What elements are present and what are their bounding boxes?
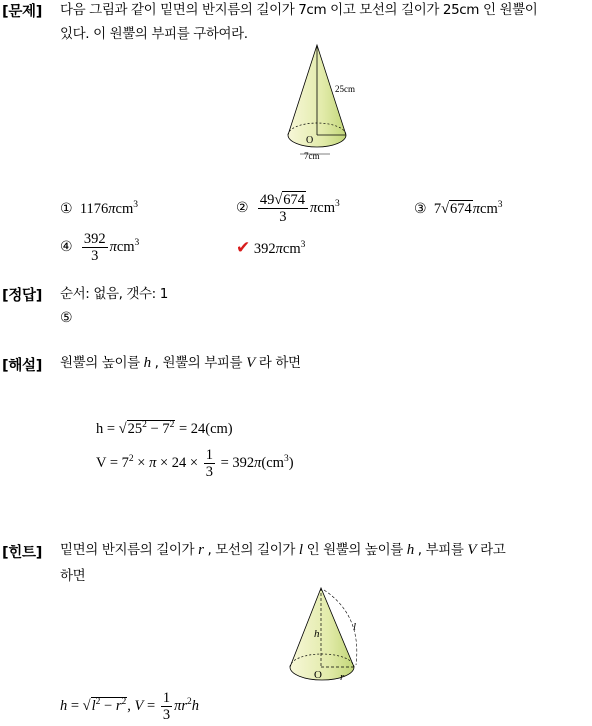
answer-line1: 순서: 없음, 갯수: 1 [60, 286, 168, 302]
choice-3-number: ③ [414, 201, 427, 217]
choice-5-text: 392πcm$^3$ [253, 240, 306, 257]
solution-equation-1: $h = √25^2 - 7^2 = 24(cm)$ [96, 420, 233, 437]
hint-r-label: r [340, 671, 345, 683]
hint-line1: 밑면의 반지름의 길이가 r , 모선의 길이가 l 인 원뿔의 높이를 h , 부피를 V 라고 [60, 542, 506, 558]
solution-label: [해설] [2, 358, 43, 374]
choice-5[interactable] [236, 238, 305, 258]
problem-text-line1: 다음 그림과 같이 밑면의 반지름의 길이가 7cm 이고 모선의 길이가 25cm 인 원뿔이 [60, 2, 538, 18]
choice-2[interactable] [236, 192, 340, 225]
choice-1-text: 1176πcm$^3$ [79, 200, 139, 217]
choice-3[interactable] [414, 200, 503, 218]
choice-2-text: $\frac{49√674}{3}$ πcm$^3$ [259, 192, 340, 225]
choice-4-number: ④ [60, 238, 73, 255]
problem-label: [문제] [2, 4, 43, 20]
solution-equation-2: $V = 7^2 \times \pi \times 24$ × $\frac{1}{3}$ = $392\pi(cm^3)$ [96, 447, 294, 480]
answer-line2: ⑤ [60, 310, 73, 326]
choice-1-number: ① [60, 201, 73, 217]
slant-label: 25cm [335, 84, 355, 94]
hint-l-label: l [353, 621, 357, 633]
hint-h-label: h [314, 628, 320, 640]
center-o-label: O [306, 135, 314, 146]
solution-intro: 원뿔의 높이를 h , 원뿔의 부피를 V 라 하면 [60, 355, 301, 371]
hint-o-label: O [314, 669, 322, 681]
choice-3-text: 7√674πcm$^3$ [433, 200, 503, 217]
hint-cone-figure [284, 585, 374, 685]
choice-1[interactable] [60, 200, 138, 218]
cone-figure [280, 40, 390, 165]
choice-4-text: $\frac{392}{3}$ πcm$^3$ [83, 231, 140, 264]
hint-line2: 하면 [60, 568, 86, 584]
correct-check-icon: ✔ [236, 238, 251, 258]
choice-4[interactable] [60, 231, 139, 264]
problem-text-line2: 있다. 이 원뿔의 부피를 구하여라. [60, 26, 248, 42]
answer-label: [정답] [2, 288, 43, 304]
hint-formula: $h = √l^2 - r^2$, V = $\frac{1}{3}$ $\pi r^2h$ [60, 690, 199, 723]
choice-2-number: ② [236, 199, 249, 216]
radius-label: 7cm [304, 151, 320, 161]
hint-label: [힌트] [2, 545, 43, 561]
